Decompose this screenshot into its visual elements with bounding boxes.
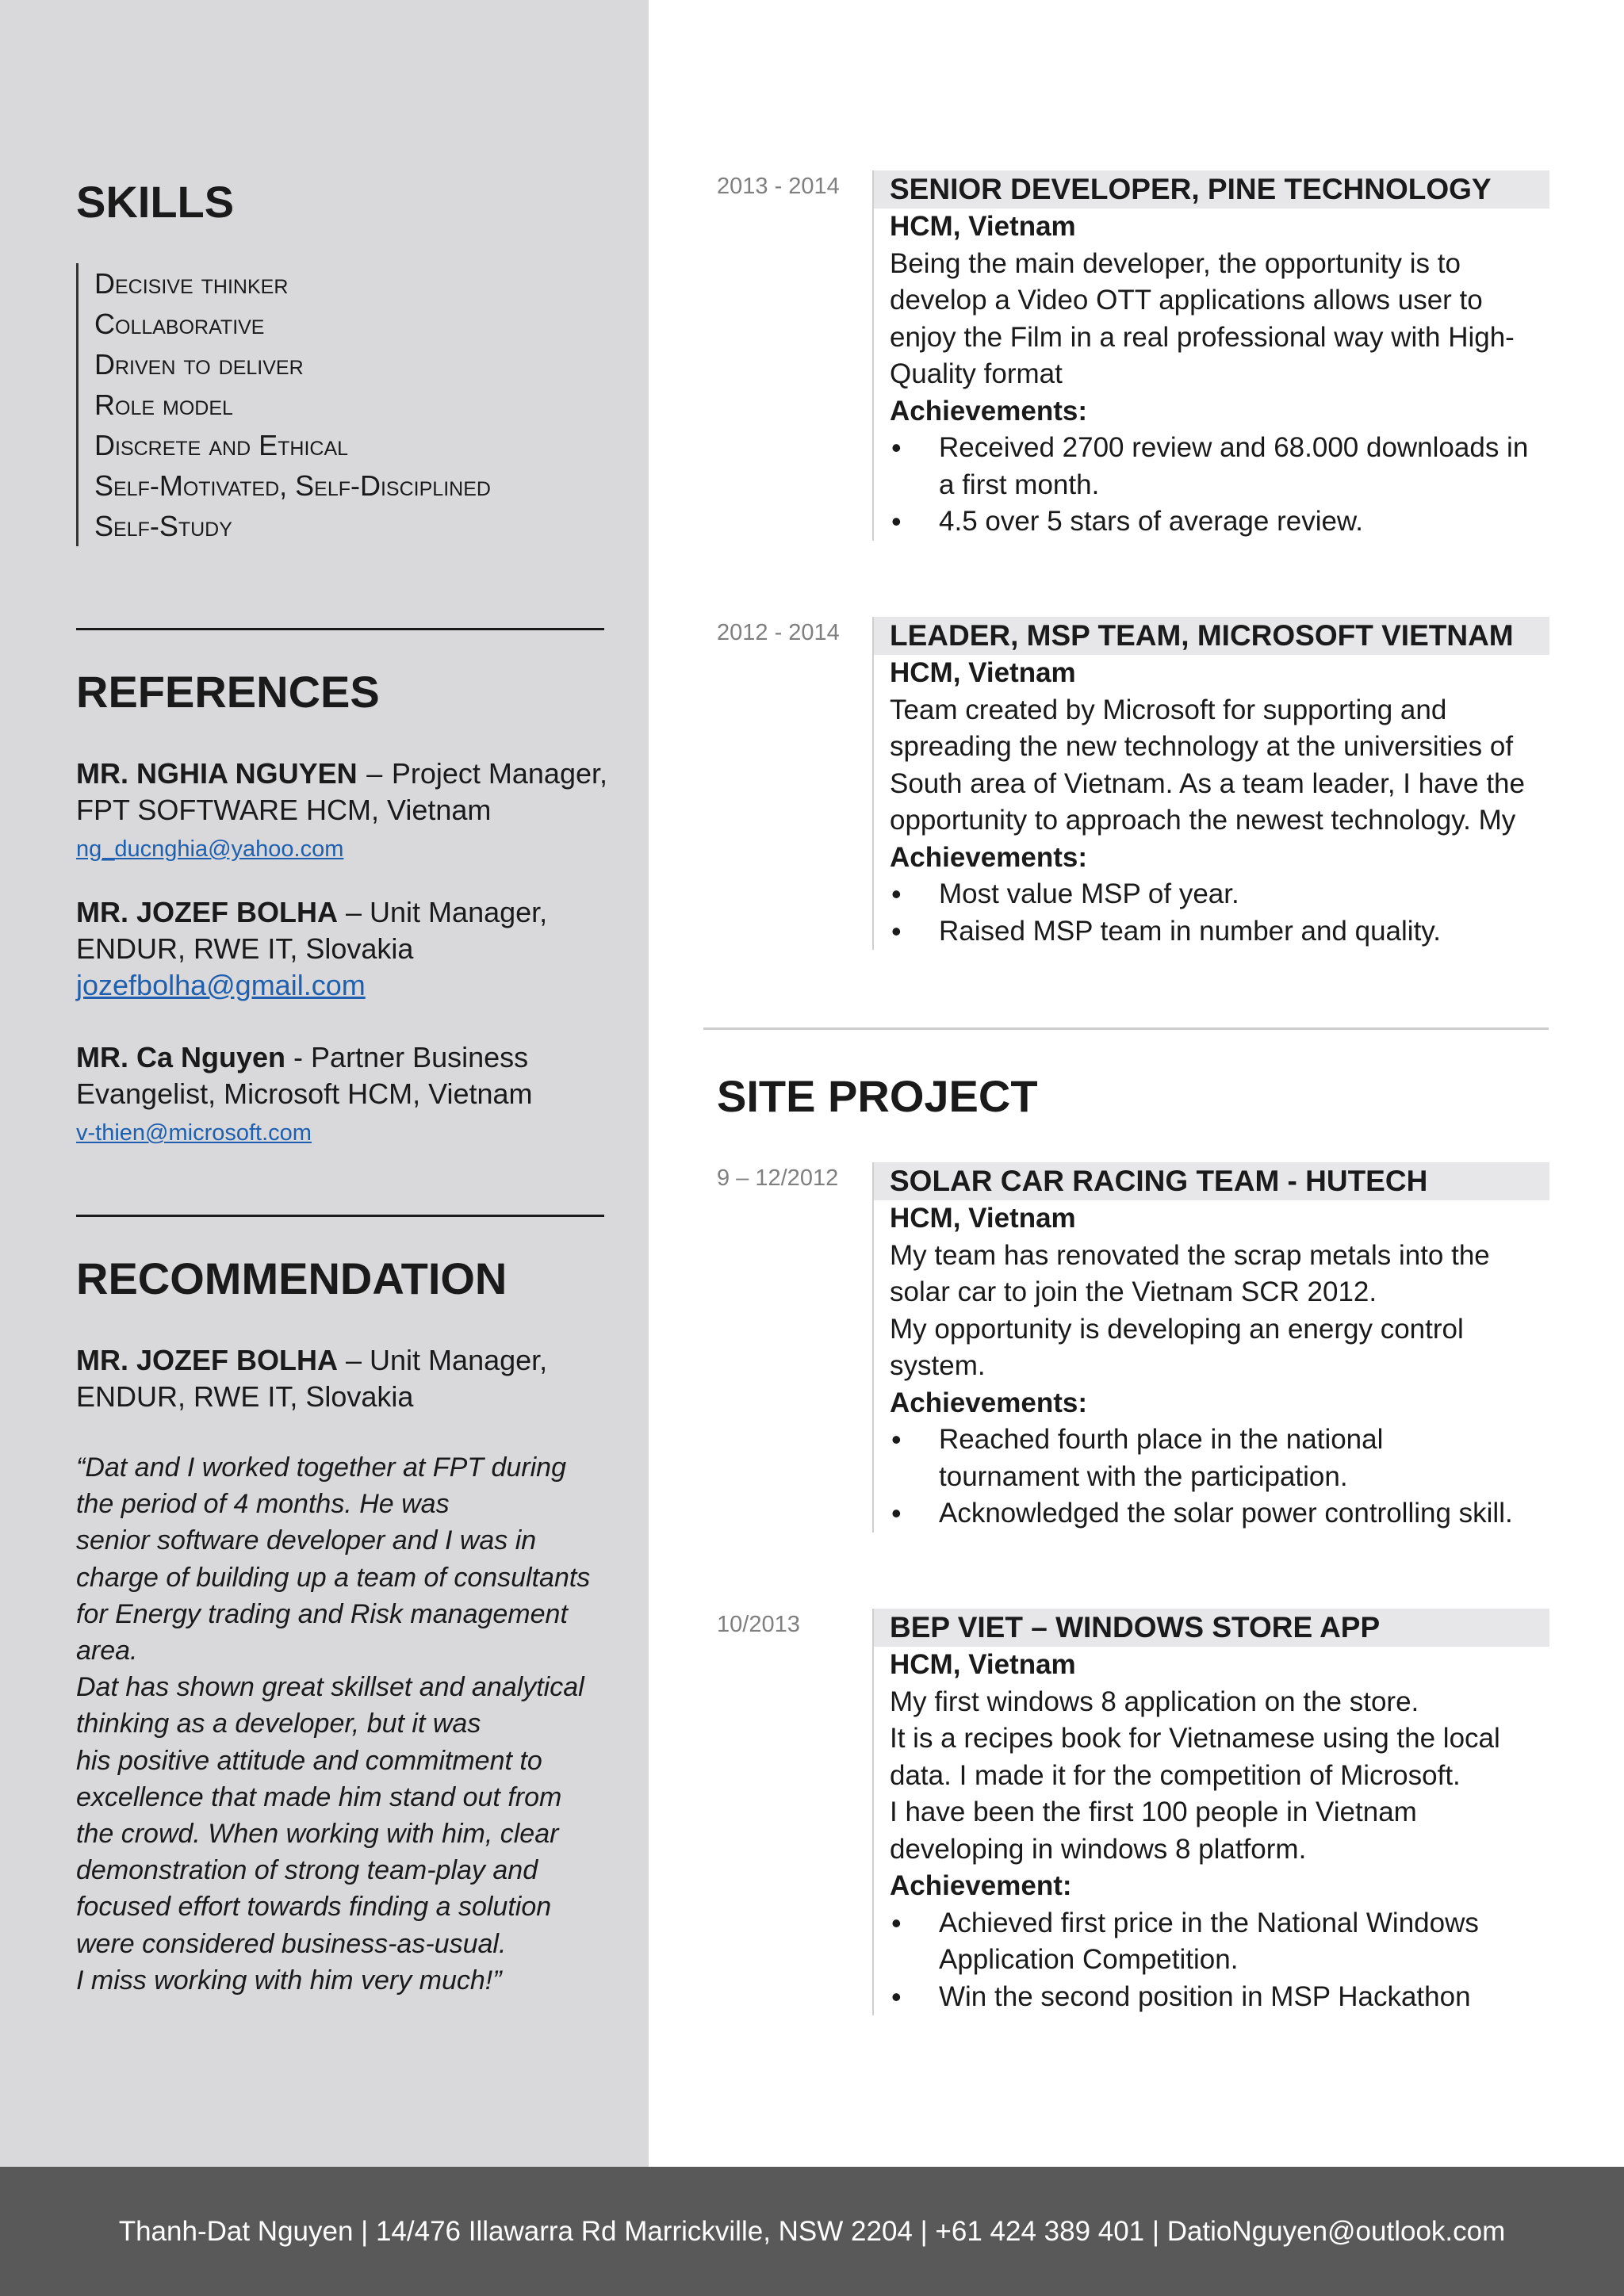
entry-location: HCM, Vietnam [890, 657, 1076, 688]
quote-line: focused effort towards finding a solution [76, 1892, 552, 1923]
recommender-role: Unit Manager, [370, 1344, 548, 1376]
reference-role: Unit Manager, [370, 896, 548, 928]
achievement-item: • 4.5 over 5 stars of average review. [890, 503, 1549, 541]
quote-line: I miss working with him very much!” [76, 1965, 502, 1996]
skill-item: Role model [94, 388, 233, 421]
reference-role: Partner Business [311, 1041, 529, 1073]
quote-line: thinking as a developer, but it was [76, 1709, 481, 1739]
achievements-list [890, 1422, 1549, 1533]
skill-item: Collaborative [94, 308, 265, 340]
recommender: MR. JOZEF BOLHA – Unit Manager, ENDUR, RWE IT, Slovakia [76, 1342, 607, 1415]
reference-email-link[interactable]: jozefbolha@gmail.com [76, 969, 366, 1001]
reference-org: Evangelist, Microsoft HCM, Vietnam [76, 1077, 533, 1110]
entry-date: 2012 - 2014 [717, 620, 840, 645]
reference-bolha: MR. JOZEF BOLHA – Unit Manager, ENDUR, RWE IT, Slovakia jozefbolha@gmail.com [76, 894, 607, 1004]
skill-item: Discrete and Ethical [94, 429, 349, 461]
reference-org: ENDUR, RWE IT, Slovakia [76, 932, 414, 965]
entry-body [872, 1609, 1549, 2015]
entry-title: SENIOR DEVELOPER, PINE TECHNOLOGY [874, 170, 1549, 209]
achievement-item: • Reached fourth place in the national tournament with the participation. [890, 1422, 1549, 1495]
entry-body [872, 170, 1549, 541]
reference-role: Project Manager, [391, 757, 607, 790]
quote-line: the period of 4 months. He was [76, 1489, 450, 1520]
quote-line: senior software developer and I was in [76, 1525, 537, 1556]
skill-item: Self-Motivated, Self-Disciplined [94, 469, 491, 502]
skills-title: SKILLS [76, 177, 235, 227]
entry-description: My first windows 8 application on the store. It is a recipes book for Vietnamese using the local data. I made it for the competition of Microsoft. I have been the first 100 people in Vietnam developing in windows 8 platform. [890, 1686, 1500, 1865]
reference-email-link[interactable]: ng_ducnghia@yahoo.com [76, 836, 344, 862]
quote-line: the crowd. When working with him, clear [76, 1819, 559, 1850]
recommendation-title: RECOMMENDATION [76, 1253, 508, 1303]
achievements-label: Achievement: [890, 1870, 1072, 1901]
entry-description: My team has renovated the scrap metals into the solar car to join the Vietnam SCR 2012. My opportunity is developing an energy control system. [890, 1239, 1490, 1381]
recommender-org: ENDUR, RWE IT, Slovakia [76, 1380, 414, 1413]
entry-location: HCM, Vietnam [890, 1203, 1076, 1234]
achievement-item: • Raised MSP team in number and quality. [890, 913, 1549, 951]
skills-list [76, 263, 491, 546]
reference-name: MR. Ca Nguyen [76, 1041, 286, 1073]
skill-item: Self-Study [94, 510, 232, 542]
achievements-label: Achievements: [890, 1387, 1087, 1418]
references-title: REFERENCES [76, 667, 380, 717]
achievement-item: • Achieved first price in the National Windows Application Competition. [890, 1905, 1549, 1979]
quote-line: for Energy trading and Risk management [76, 1598, 568, 1629]
achievements-list [890, 1905, 1549, 2016]
section-divider [76, 1215, 604, 1217]
reference-nghia: MR. NGHIA NGUYEN – Project Manager, FPT SOFTWARE HCM, Vietnam ng_ducnghia@yahoo.com [76, 757, 607, 862]
entry-title: SOLAR CAR RACING TEAM - HUTECH [874, 1162, 1549, 1200]
reference-name: MR. JOZEF BOLHA [76, 896, 338, 928]
entry-date: 10/2013 [717, 1612, 800, 1637]
reference-email-link[interactable]: v-thien@microsoft.com [76, 1120, 312, 1146]
entry-body [872, 1162, 1549, 1533]
footer-contact-text: Thanh-Dat Nguyen | 14/476 Illawarra Rd Marrickville, NSW 2204 | +61 424 389 401 | DatioNguyen@outlook.com [118, 2215, 1506, 2247]
recommender-name: MR. JOZEF BOLHA [76, 1344, 338, 1376]
entry-description: Being the main developer, the opportunity is to develop a Video OTT applications allows user to enjoy the Film in a real professional way with High- Quality format [890, 247, 1515, 389]
skill-item: Decisive thinker [94, 267, 289, 300]
site-project-title: SITE PROJECT [717, 1071, 1038, 1121]
entry-body [872, 617, 1549, 950]
section-divider [76, 628, 604, 630]
quote-line: area. [76, 1636, 138, 1667]
footer-contact-bar [0, 2167, 1624, 2296]
entry-title: BEP VIET – WINDOWS STORE APP [874, 1609, 1549, 1647]
reference-ca-nguyen: MR. Ca Nguyen - Partner Business Evangelist, Microsoft HCM, Vietnam v-thien@microsoft.com [76, 1039, 607, 1151]
entry-description: Team created by Microsoft for supporting and spreading the new technology at the universities of South area of Vietnam. As a team leader, I have the opportunity to approach the newest technology. My [890, 694, 1525, 836]
reference-name: MR. NGHIA NGUYEN [76, 757, 358, 790]
entry-date: 2013 - 2014 [717, 174, 840, 199]
entry-location: HCM, Vietnam [890, 1649, 1076, 1680]
quote-line: his positive attitude and commitment to [76, 1745, 542, 1776]
achievements-label: Achievements: [890, 395, 1087, 427]
achievement-item: • Most value MSP of year. [890, 876, 1549, 913]
entry-title: LEADER, MSP TEAM, MICROSOFT VIETNAM [874, 617, 1549, 655]
achievements-label: Achievements: [890, 841, 1087, 873]
quote-line: charge of building up a team of consultants [76, 1562, 591, 1593]
achievement-item: • Acknowledged the solar power controlling skill. [890, 1495, 1549, 1533]
quote-line: excellence that made him stand out from [76, 1781, 562, 1812]
quote-line: were considered business-as-usual. [76, 1928, 507, 1959]
achievements-list [890, 876, 1549, 950]
achievements-list [890, 430, 1549, 541]
quote-line: Dat has shown great skillset and analytical [76, 1672, 584, 1703]
achievement-item: • Win the second position in MSP Hackathon [890, 1979, 1549, 2016]
achievement-item: • Received 2700 review and 68.000 downloads in a first month. [890, 430, 1549, 503]
quote-line: “Dat and I worked together at FPT during [76, 1452, 566, 1483]
entry-date: 9 – 12/2012 [717, 1165, 839, 1191]
entry-location: HCM, Vietnam [890, 211, 1076, 242]
quote-line: demonstration of strong team-play and [76, 1855, 538, 1886]
skill-item: Driven to deliver [94, 348, 304, 381]
reference-org: FPT SOFTWARE HCM, Vietnam [76, 794, 492, 826]
recommendation-quote [76, 1449, 615, 1999]
section-divider [703, 1027, 1549, 1030]
